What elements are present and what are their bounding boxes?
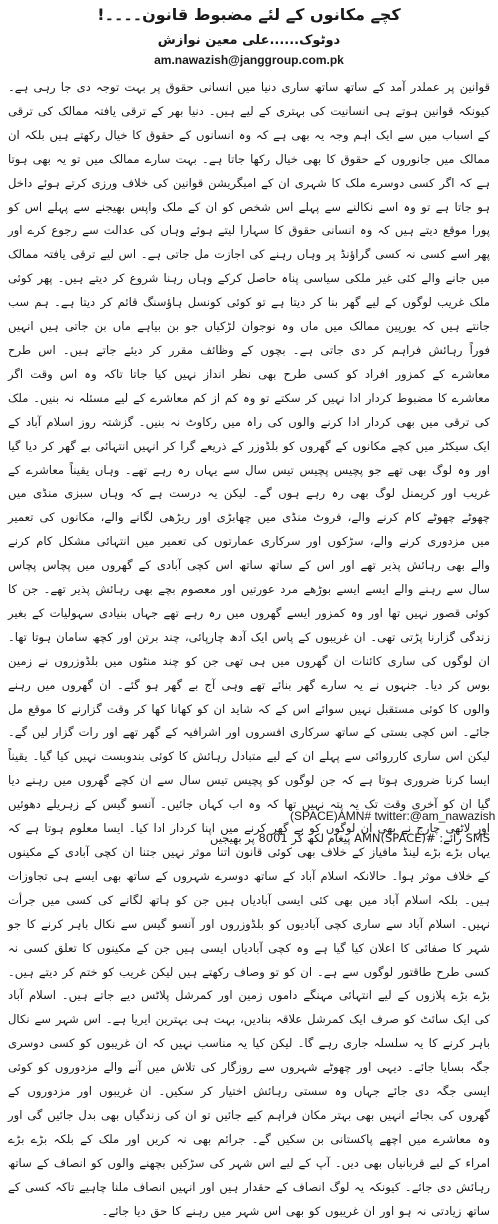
column-title: کچے مکانوں کے لئے مضبوط قانون۔۔۔۔! xyxy=(97,5,401,24)
sms-feedback-line: SMS رائے: #AMN(SPACE) پیغام لکھ کر 8001 پر بھیجیں xyxy=(209,831,490,845)
twitter-handle: (SPACE)AMN# twitter:@am_nawazish xyxy=(290,809,496,823)
column-body-text: قوانین پر عملدر آمد کے ساتھ ساتھ ساری دنیا میں انسانی حقوق پر بہت توجہ دی جا رہی ہے۔ کیونکہ قوانین ہوتے ہی انسانیت کی بہتری کے لیے ہیں۔ دنیا بھر کے ترقی یافتہ ممالک کی ترقی کے اسباب میں سے ایک اہم وجہ یہ بھی ہے کہ وہ انسانوں کے حقوق کا خیال رکھتے ہیں بلکہ ان ممالک میں جانوروں کے حقوق کا بھی خیال رکھا جاتا ہے۔ بہت سارے ممالک میں تو یہ بھی ہوتا ہے کہ اگر کسی دوسرے ملک کا شہری ان کے امیگریشن قوانین کی خلاف ورزی کرتے ہوئے داخل ہو جاتا ہے تو وہ اسے نکالنے سے پہلے اس شخص کو ان کے ملک واپس بھیجنے سے پہلے اس کو پورا موقع دیتے ہیں کہ وہ انسانی حقوق کا سہارا لیتے ہوئے وہاں کی عدالت سے رجوع کرے اور پھر اسے کسی نہ کسی گراؤنڈ پر وہاں رہنے کی اجازت مل جاتی ہے۔ اس لیے ترقی یافتہ ممالک میں جانے والے کئی غیر ملکی سیاسی پناہ حاصل کرکے وہاں رہنا شروع کر دیتے ہیں۔ پھر کوئی ملک غریب لوگوں کے لیے گھر بنا کر دیتا ہے تو کوئی کونسل ہاؤسنگ قائم کر دیتا ہے۔ ہم سب جانتے ہیں کہ یورپین ممالک میں ماں وہ نوجوان لڑکیاں جو بن بیاہے ماں بن جاتی ہیں انہیں فوراً رہائش فراہم کر دی جاتی ہے۔ بچوں کے وظائف مقرر کر دیئے جاتے ہیں۔ اس طرح معاشرے کے کمزور افراد کو کسی طرح بھی نظر انداز نہیں کیا جاتا تاکہ وہ اس وقت اگر معاشرے کا مضبوط کردار ادا نہیں کر سکتے تو وہ کم از کم معاشرے کے لیے مسئلہ نہ بنیں۔ ملک کی ترقی میں بھی کردار ادا کرنے والوں کی راہ میں رکاوٹ نہ بنیں۔ گزشتہ روز اسلام آباد کے ایک سیکٹر میں کچے مکانوں کے گھروں کو بلڈوزر کے ذریعے گرا کر انہیں انتہائی بے گھر کر دیا گیا اور وہ لوگ بھی تھے جو پچیس پچیس تیس سال سے یہاں رہ رہے تھے۔ وہاں یقیناً معاشرے کے غریب اور کریمنل لوگ بھی رہ رہے ہوں گے۔ لیکن یہ درست ہے کہ وہاں سبزی منڈی میں چھوٹے چھوٹے کام کرنے والے، فروٹ منڈی میں چھابڑی اور ریڑھی لگانے والے، مکانوں کی تعمیر میں مزدوری کرنے والے، سڑکوں اور سرکاری عمارتوں کی تعمیر میں انتہائی مشکل کام کرنے والے بھی رہائش پذیر تھے اور اس کے ساتھ ساتھ اس کچی آبادی کے گھروں میں پچاس پچاس سال سے رہنے والے ایسے ایسے بوڑھے مرد عورتیں اور معصوم بچے بھی رہائش پذیر تھے۔ جن کا کوئی قصور نہیں تھا اور وہ کمزور ایسے گھروں میں رہ رہے تھے جہاں بنیادی سہولیات کے بغیر زندگی گزارنا پڑتی تھی۔ ان غریبوں کے پاس ایک آدھ چارپائی، چند برتن اور کچھ سامان ہوتا تھا۔ ان لوگوں کی ساری کائنات ان گھروں میں ہی تھی جن کو چند منٹوں میں بلڈوزروں نے زمین بوس کر دیا۔ جنہوں نے یہ سارے گھر بنائے تھے وہی آج بے گھر ہو گئے۔ ان گھروں میں رہنے والوں کا کوئی مستقبل نہیں سوائے اس کے کہ شاید ان کو کھانا کھا کر وقت گزارنے کا موقع مل جائے۔ اس کچی بستی کے ساتھ سرکاری افسروں اور اشرافیہ کے گھر تھے اور رات گزار لیں گے۔ لیکن اس ساری کارروائی سے پہلے ان کے لیے متبادل رہائش کا کوئی بندوبست نہیں کیا گیا۔ یقیناً ایسا کرنا ضروری ہوتا ہے کہ جن لوگوں کو پچیس تیس سال سے ان کچے گھروں میں رہنے دیا گیا ان کو آخری وقت تک یہ پتہ نہیں تھا کہ وہ اب کہاں جائیں۔ آنسو گیس کے زہریلے دھوئیں اور لاٹھی چارج نے بھی ان لوگوں کو بے گھر کرنے میں اپنا کردار ادا کیا۔ ایسا معلوم ہوتا ہے کہ یہاں بڑے بڑے لینڈ مافیاز کے خلاف بھی کوئی قانون اتنا موثر نہیں جتنا ان کچی آبادی کے مکینوں کے خلاف موثر ہوا۔ حالانکہ اسلام آباد کے ساتھ دوسرے شہروں کے ساتھ بھی ایسے ہی تجاوزات ہیں۔ بلکہ اسلام آباد میں بھی کئی ایسی آبادیاں ہیں جن کو ہاتھ لگانے کی کسی میں جرأت نہیں۔ اسلام آباد سے ساری کچی آبادیوں کو بلڈوزروں اور آنسو گیس سے نکال باہر کرنے کا جو شہر کا صفائی کا اعلان کیا گیا ہے وہ کچی آبادیاں ایسی ہیں جن کے مکینوں کا تعلق کسی نہ کسی طرح طاقتور لوگوں سے ہے۔ ان کو تو وصاف رکھتے ہیں لیکن غریب کو ختم کر دیتے ہیں۔ بڑے بڑے پلازوں کے لیے انتہائی مہنگے داموں زمین اور کمرشل پلاٹس دیے جاتے ہیں۔ اسلام آباد کی ایک سائٹ کو صرف ایک کمرشل علاقہ بنادیں، بہت ہی بہترین ایریا ہے۔ اس شہر سے نکال باہر کرنے کا یہ سلسلہ جاری رہے گا۔ لیکن کیا یہ مناسب نہیں کہ ان غریبوں کو کسی دوسری جگہ بسایا جائے۔ دیہی اور چھوٹے شہروں سے روزگار کی تلاش میں آنے والے مزدوروں کو کوئی ایسی جگہ دی جائے جہاں وہ سستی رہائش اختیار کر سکیں۔ ان غریبوں اور مزدوروں کے گھروں کی بجائے انہیں بھی بہتر مکان فراہم کیے جائیں تو ان کی زندگیاں بھی بدل جائیں گی اور وہ معاشرے میں اچھے پاکستانی بن سکیں گے۔ جرائم بھی نہ کریں اور ملک کے بلکہ بڑے بڑے امراء کے لیے قربانیاں بھی دیں۔ آپ کے لیے اس شہر کی سڑکیں بچھنے والوں کو انصاف کے ساتھ رہائش دی جائے۔ کیونکہ یہ لوگ انصاف کے حقدار ہیں اور انہیں انصاف ملنا چاہیے تاکہ کسی کے ساتھ زیادتی نہ ہو اور ان غریبوں کو بھی اس شہر میں رہنے کا حق دیا جائے۔ xyxy=(8,80,490,1218)
author-email: am.nawazish@janggroup.com.pk xyxy=(154,53,344,67)
column-byline: دوٹوک......علی معین نوازش xyxy=(157,33,341,48)
